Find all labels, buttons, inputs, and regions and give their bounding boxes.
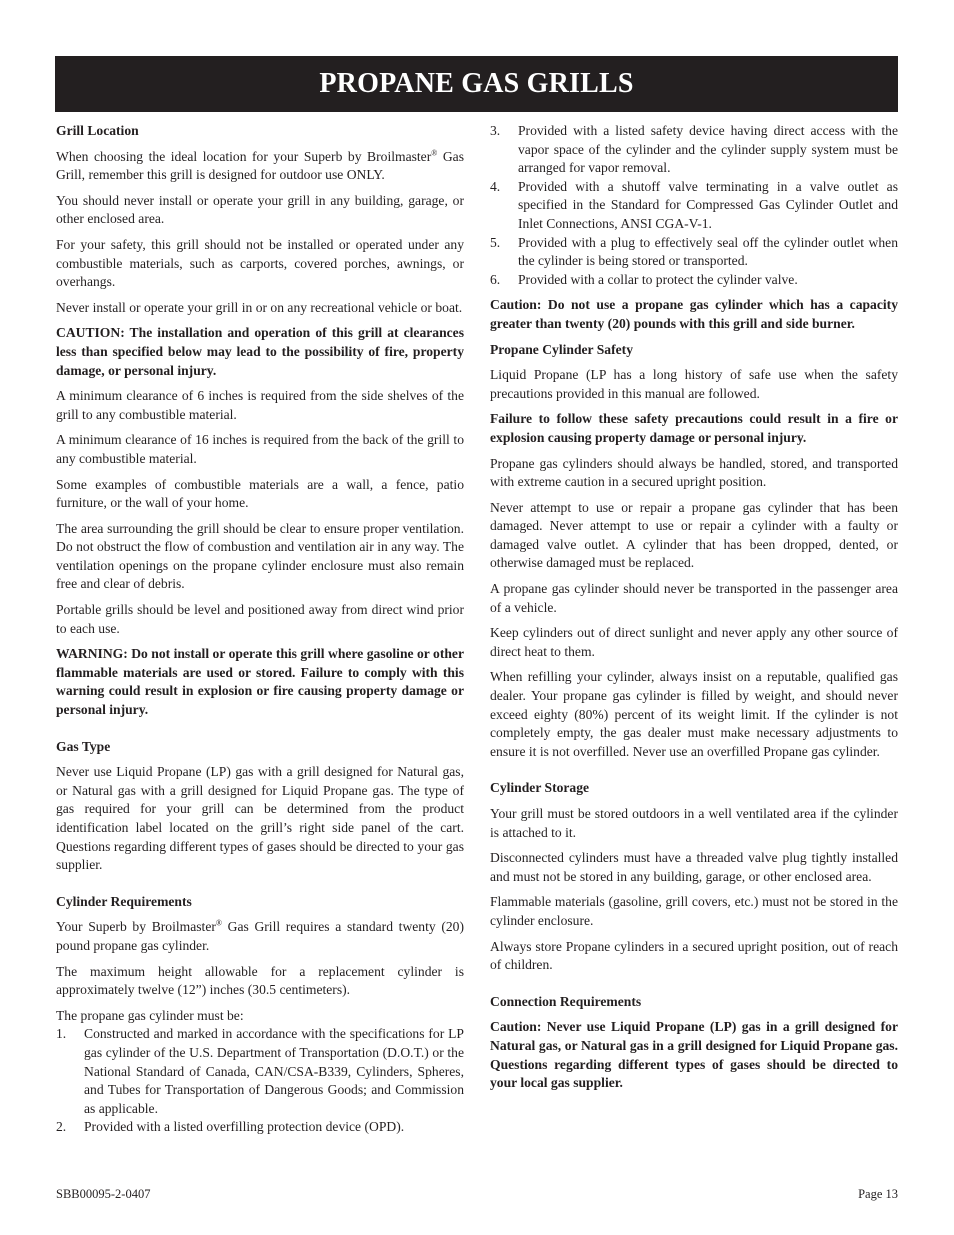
paragraph: Your grill must be stored outdoors in a well ventilated area if the cylinder is attached to it. [490,806,898,840]
heading-gas-type: Gas Type [56,738,111,754]
caution-cylinder-capacity: Caution: Do not use a propane gas cylinder which has a capacity greater than twenty (20) pounds with this grill and side burner. [490,297,898,331]
paragraph: Portable grills should be level and positioned away from direct wind prior to each use. [56,602,464,636]
paragraph: Your Superb by Broilmaster® Gas Grill requires a standard twenty (20) pound propane gas cylinder. [56,918,464,953]
heading-propane-cylinder-safety: Propane Cylinder Safety [490,341,633,357]
right-column [490,122,898,1100]
paragraph: When choosing the ideal location for your Superb by Broilmaster® Gas Grill, remember this grill is designed for outdoor use ONLY. [56,148,464,183]
paragraph: Always store Propane cylinders in a secured upright position, out of reach of children. [490,938,898,973]
list-item: 4. Provided with a shutoff valve terminating in a valve outlet as specified in the Standard for Compressed Gas Cylinder Outlet and Inlet Connections, ANSI CGA-V-1. [490,178,898,231]
paragraph: For your safety, this grill should not be installed or operated under any combustible materials, such as carports, covered porches, awnings, or overhangs. [56,236,464,290]
page-title: PROPANE GAS GRILLS [319,68,634,99]
document-number: SBB00095-2-0407 [56,1187,151,1201]
caution-clearances: CAUTION: The installation and operation of this grill at clearances less than specified below may lead to the possibility of fire, property damage, or personal injury. [56,325,464,378]
paragraph: The area surrounding the grill should be clear to ensure proper ventilation. Do not obstruct the flow of combustion and ventilation air in any way. The ventilation openings on the propane cylinder enclosure must also remain free and clear of debris. [56,520,464,592]
paragraph: Never attempt to use or repair a propane gas cylinder that has been damaged. Never attempt to use or repair a cylinder with a faulty or damaged valve outlet. A cylinder that has been dropped, dented, or otherwise damaged must be replaced. [490,499,898,571]
registered-mark: ® [215,918,222,928]
paragraph: Never use Liquid Propane (LP) gas with a grill designed for Natural gas, or Natural gas with a grill designed for Liquid Propane gas. The type of gas required for your grill can be determined from the product identification label located on the grill’s right side panel of the cart. Questions regarding different types of gases should be directed to your gas supplier. [56,764,464,873]
cylinder-requirements-list-continued [490,122,898,289]
page-number: Page 13 [858,1187,898,1201]
paragraph: The propane gas cylinder must be: [56,1007,244,1023]
title-banner [55,56,898,112]
list-item: 2. Provided with a listed overfilling protection device (OPD). [56,1119,405,1135]
cylinder-requirements-list [56,1025,464,1137]
paragraph: A propane gas cylinder should never be transported in the passenger area of a vehicle. [490,581,898,615]
paragraph: Some examples of combustible materials are a wall, a fence, patio furniture, or the wall of your home. [56,476,464,511]
paragraph: You should never install or operate your grill in any building, garage, or other enclosed area. [56,192,464,227]
safety-warning: Failure to follow these safety precautions could result in a fire or explosion causing property damage or personal injury. [490,411,898,445]
paragraph: The maximum height allowable for a replacement cylinder is approximately twelve (12”) inches (30.5 centimeters). [56,963,464,998]
paragraph: A minimum clearance of 6 inches is required from the side shelves of the grill to any combustible material. [56,388,464,422]
list-item: 1. Constructed and marked in accordance with the specifications for LP gas cylinder of the U.S. Department of Transportation (D.O.T.) or the National Standard of Canada, CAN/CSA-B339, Cylinders, Spheres, and Tubes for Transportation of Dangerous Goods; and Commission as applicable. [56,1026,464,1116]
paragraph: Liquid Propane (LP has a long history of safe use when the safety precautions provided in this manual are followed. [490,367,898,401]
paragraph: When refilling your cylinder, always insist on a reputable, qualified gas dealer. Your propane gas cylinder is filled by weight, and should never exceed eighty (80%) percent of its weight limit. If the cylinder is not completely empty, the gas dealer must make necessary adjustments to ensure it is not overfilled. Never use an overfilled Propane gas cylinder. [490,669,898,759]
list-item: 6. Provided with a collar to protect the cylinder valve. [490,271,798,287]
paragraph: Propane gas cylinders should always be handled, stored, and transported with extreme caution in a secured upright position. [490,455,898,490]
paragraph: Keep cylinders out of direct sunlight and never apply any other source of direct heat to them. [490,625,898,659]
warning-flammable: WARNING: Do not install or operate this grill where gasoline or other flammable materials are used or stored. Failure to comply with this warning could result in explosion or fire causing property damage or personal injury. [56,646,464,718]
list-item: 3. Provided with a listed safety device having direct access with the vapor space of the cylinder and the cylinder supply system must be arranged for vapor removal. [490,123,898,176]
paragraph: Flammable materials (gasoline, grill covers, etc.) must not be stored in the cylinder enclosure. [490,894,898,928]
list-item: 5. Provided with a plug to effectively seal off the cylinder outlet when the cylinder is being stored or transported. [490,234,898,269]
paragraph: Never install or operate your grill in or on any recreational vehicle or boat. [56,299,463,315]
caution-gas-type: Caution: Never use Liquid Propane (LP) gas in a grill designed for Natural gas, or Natural gas in a grill designed for Liquid Propane gas. Questions regarding different types of gases should be directed to your local gas supplier. [490,1019,898,1091]
left-column [56,122,464,1144]
heading-cylinder-requirements: Cylinder Requirements [56,893,192,909]
heading-grill-location: Grill Location [56,123,139,138]
heading-connection-requirements: Connection Requirements [490,993,642,1009]
paragraph: A minimum clearance of 16 inches is required from the back of the grill to any combustible material. [56,432,464,466]
registered-mark: ® [431,148,438,158]
heading-cylinder-storage: Cylinder Storage [490,780,590,796]
paragraph: Disconnected cylinders must have a threaded valve plug tightly installed and must not be stored in any building, garage, or other enclosed area. [490,850,898,884]
